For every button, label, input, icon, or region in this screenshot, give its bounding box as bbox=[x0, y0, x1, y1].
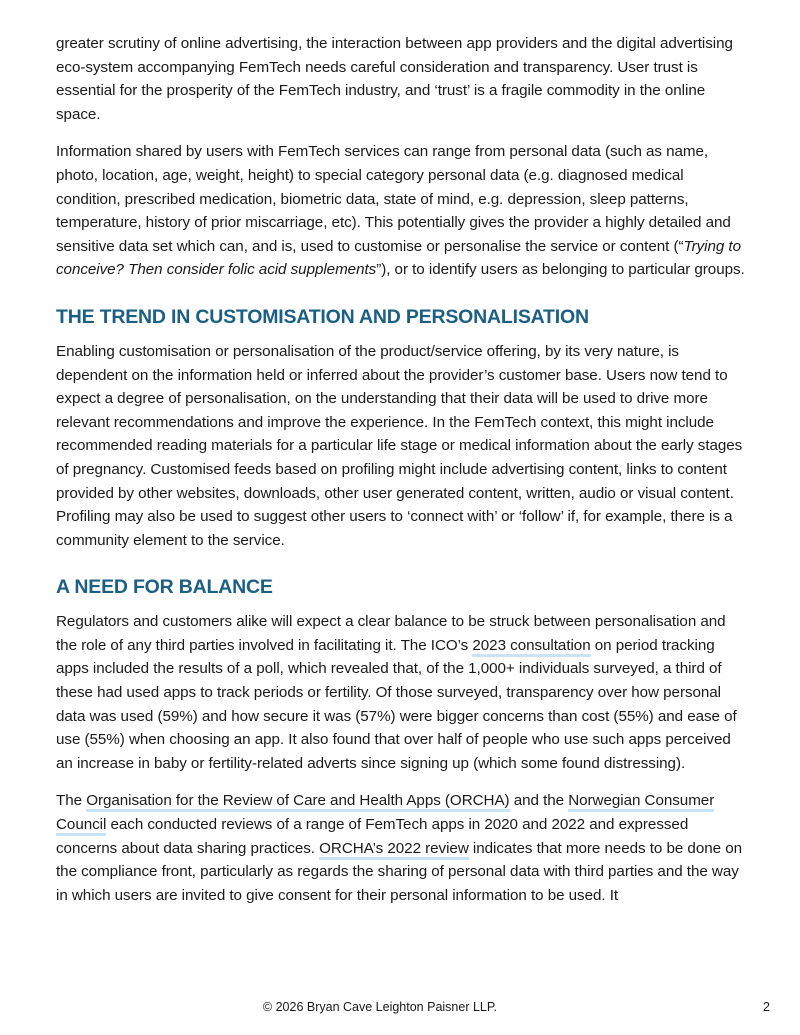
copyright-text: © 2026 Bryan Cave Leighton Paisner LLP. bbox=[262, 1000, 498, 1014]
paragraph-text: Regulators and customers alike will expect a clear balance to be struck between personalisation and the role of any third parties involved in facilitating it. The ICO’s bbox=[56, 613, 726, 654]
link-orcha-2022-review[interactable]: ORCHA’s 2022 review bbox=[319, 840, 469, 860]
page-footer bbox=[0, 1000, 800, 1020]
paragraph-text: indicates that more needs to be done on the compliance front, particularly as regards the sharing of personal data with third parties and the way in which users are invited to give consent for their personal information to be used. It bbox=[56, 839, 742, 904]
paragraph-text: greater scrutiny of online advertising, the interaction between app providers and the digital advertising eco-system accompanying FemTech needs careful consideration and transparency. User trust is essential for the prosperity of the FemTech industry, and ‘trust’ is a fragile commodity in the online space. bbox=[56, 35, 733, 123]
paragraph-text: The bbox=[56, 792, 87, 810]
paragraph-text: Enabling customisation or personalisation of the product/service offering, by its very nature, is dependent on the information held or inferred about the provider’s customer base. Users now tend to expect a degree of personalisation, on the understanding that their data will be used to drive more relevant recommendations and improve the experience. In the FemTech context, this might include recommended reading materials for a particular life stage or medical information about the early stages of pregnancy. Customised feeds based on profiling might include advertising content, links to content provided by other websites, downloads, other user generated content, written, audio or visual content. Profiling may also be used to suggest other users to ‘connect with’ or ‘follow’ if, for example, there is a community element to the service. bbox=[56, 342, 743, 549]
link-orcha[interactable]: Organisation for the Review of Care and Health Apps (ORCHA) bbox=[86, 792, 509, 812]
italic-example-text: Trying to conceive? Then consider folic acid supplements bbox=[56, 237, 742, 279]
paragraph-personalisation bbox=[56, 340, 746, 552]
section-heading-customisation: THE TREND IN CUSTOMISATION AND PERSONALISATION bbox=[56, 305, 589, 328]
section-heading-balance: A NEED FOR BALANCE bbox=[56, 576, 273, 599]
document-body bbox=[56, 32, 746, 921]
paragraph-text: and the bbox=[509, 792, 569, 810]
link-2023-consultation[interactable]: 2023 consultation bbox=[472, 637, 590, 657]
paragraph-advertising-trust bbox=[56, 32, 746, 126]
paragraph-orcha-reviews bbox=[56, 789, 746, 907]
paragraph-text: Information shared by users with FemTech services can range from personal data (such as name, photo, location, age, weight, height) to special category personal data (e.g. diagnosed medical condition, prescribed medication, biometric data, state of mind, e.g. depression, sleep patterns, temperature, history of prior miscarriage, etc). This potentially gives the provider a highly detailed and sensitive data set which can, and is, used to customise or personalise the service or content (“ bbox=[56, 143, 731, 255]
paragraph-text: ”), or to identify users as belonging to particular groups. bbox=[376, 261, 745, 279]
link-norwegian-consumer-council[interactable]: Norwegian Consumer Council bbox=[56, 792, 714, 836]
paragraph-regulators bbox=[56, 610, 746, 775]
paragraph-text: on period tracking apps included the results of a poll, which revealed that, of the 1,000+ individuals surveyed, a third of these had used apps to track periods or fertility. Of those surveyed, transparency over how personal data was used (59%) and how secure it was (57%) were bigger concerns than cost (55%) and ease of use (55%) when choosing an app. It also found that over half of people who use such apps perceived an increase in baby or fertility-related adverts since signing up (which some found distressing). bbox=[56, 636, 737, 772]
page-number: 2 bbox=[763, 1000, 770, 1014]
paragraph-data-shared bbox=[56, 140, 746, 282]
paragraph-text: each conducted reviews of a range of FemTech apps in 2020 and 2022 and expressed concerns about data sharing practices. bbox=[56, 816, 689, 857]
